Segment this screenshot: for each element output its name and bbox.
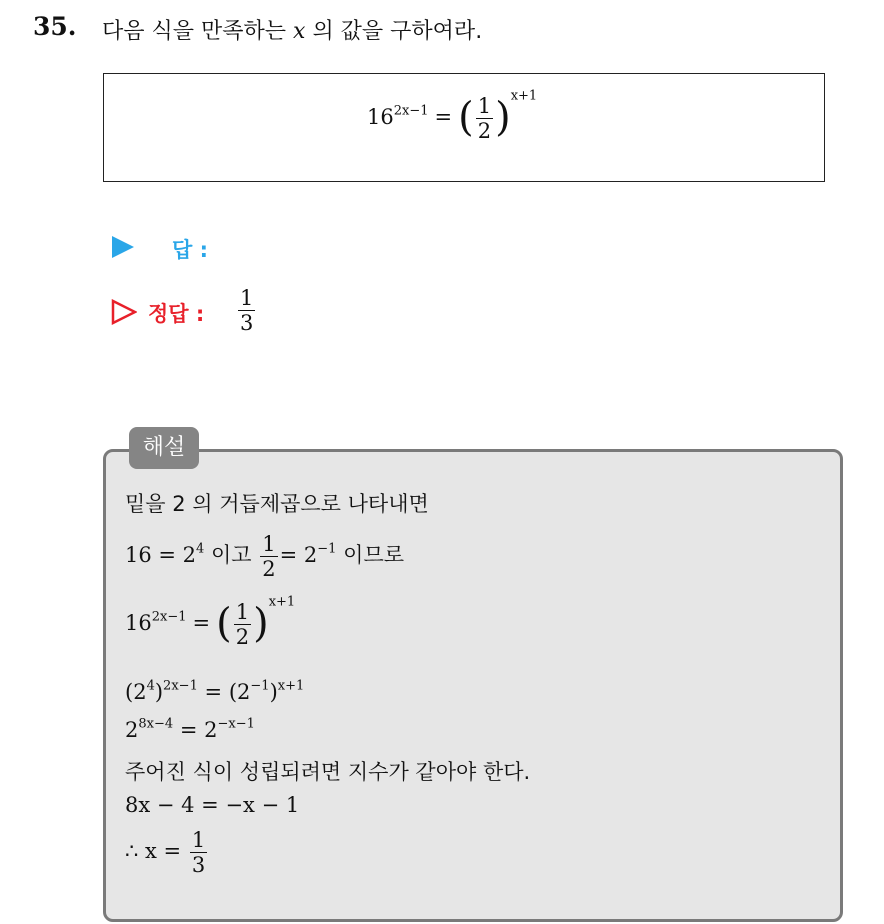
line2-exp: 4: [196, 541, 205, 557]
line4-e3: −1: [250, 678, 270, 694]
line5-b: = 2: [179, 718, 218, 742]
right-paren: ): [495, 94, 511, 141]
line2-exp2: −1: [317, 541, 337, 557]
equation-exponent: 2x−1: [393, 103, 429, 119]
question-variable: x: [293, 19, 306, 44]
left-paren: (: [458, 94, 474, 141]
equation-frac-num: 1: [477, 94, 492, 118]
line4-e4: x+1: [277, 678, 305, 694]
correct-answer-num: 1: [240, 286, 254, 310]
answer-triangle-icon: [112, 236, 134, 258]
equation-rhs-exponent: x+1: [510, 88, 538, 104]
explanation-line-4: [125, 680, 304, 704]
line3-den: 2: [235, 625, 250, 650]
line2-fraction: [260, 532, 277, 581]
correct-answer-label: 정답 :: [148, 302, 205, 326]
line4-d: ): [269, 680, 278, 704]
line8-a: ∴ x =: [125, 839, 182, 864]
explanation-line-5: [125, 718, 255, 742]
line3-fraction: [234, 600, 251, 649]
question-text-after: 의 값을 구하여라.: [312, 19, 483, 44]
correct-answer-value: [236, 286, 257, 335]
equation-fraction: [476, 94, 493, 143]
explanation-line-8: [125, 828, 209, 877]
line3-num: 1: [235, 600, 250, 624]
line3-exp2: x+1: [268, 594, 296, 610]
equation-frac-den: 2: [477, 119, 492, 144]
equation-base: 16: [367, 105, 394, 130]
line2-den: 2: [262, 557, 276, 582]
line3-base: 16: [125, 611, 152, 636]
correct-answer-den: 3: [240, 311, 254, 336]
line5-a: 2: [125, 718, 139, 742]
line4-a: (2: [125, 680, 147, 704]
line8-den: 3: [191, 853, 206, 878]
explanation-line-6: 주어진 식이 성립되려면 지수가 같아야 한다.: [125, 760, 531, 784]
line3-exp: 2x−1: [151, 609, 187, 625]
equation: [367, 88, 538, 144]
explanation-tab: 해설: [129, 427, 199, 469]
line4-e1: 4: [146, 678, 155, 694]
correct-triangle-icon: [111, 299, 137, 325]
line2-d: 이므로: [343, 543, 405, 568]
line5-e1: 8x−4: [138, 716, 174, 732]
question-text: [102, 14, 482, 45]
correct-answer-fraction: [238, 286, 255, 335]
line4-e2: 2x−1: [163, 678, 198, 694]
question-number: 35.: [33, 12, 77, 41]
line8-num: 1: [191, 828, 206, 852]
line2-a: 16 = 2: [125, 543, 197, 568]
explanation-line-3: $16^{2x-1}$ = ( $\frac{1}{2}$ )$^{x+1}$: [125, 594, 296, 650]
explanation-line-7: 8x − 4 = −x − 1: [125, 793, 300, 817]
line4-b: ): [154, 680, 164, 704]
answer-label: 답 :: [172, 238, 208, 262]
line2-b: 이고: [211, 543, 252, 568]
explanation-line-2: [125, 532, 404, 581]
line2-c: = 2: [279, 543, 318, 568]
line2-num: 1: [262, 532, 276, 556]
equation-equals: =: [434, 105, 453, 130]
line8-fraction: [190, 828, 207, 877]
question-text-before: 다음 식을 만족하는: [102, 19, 287, 44]
line5-e2: −x−1: [217, 716, 255, 732]
explanation-line-1: 밑을 2 의 거듭제곱으로 나타내면: [125, 492, 429, 516]
line4-c: = (2: [204, 680, 251, 704]
